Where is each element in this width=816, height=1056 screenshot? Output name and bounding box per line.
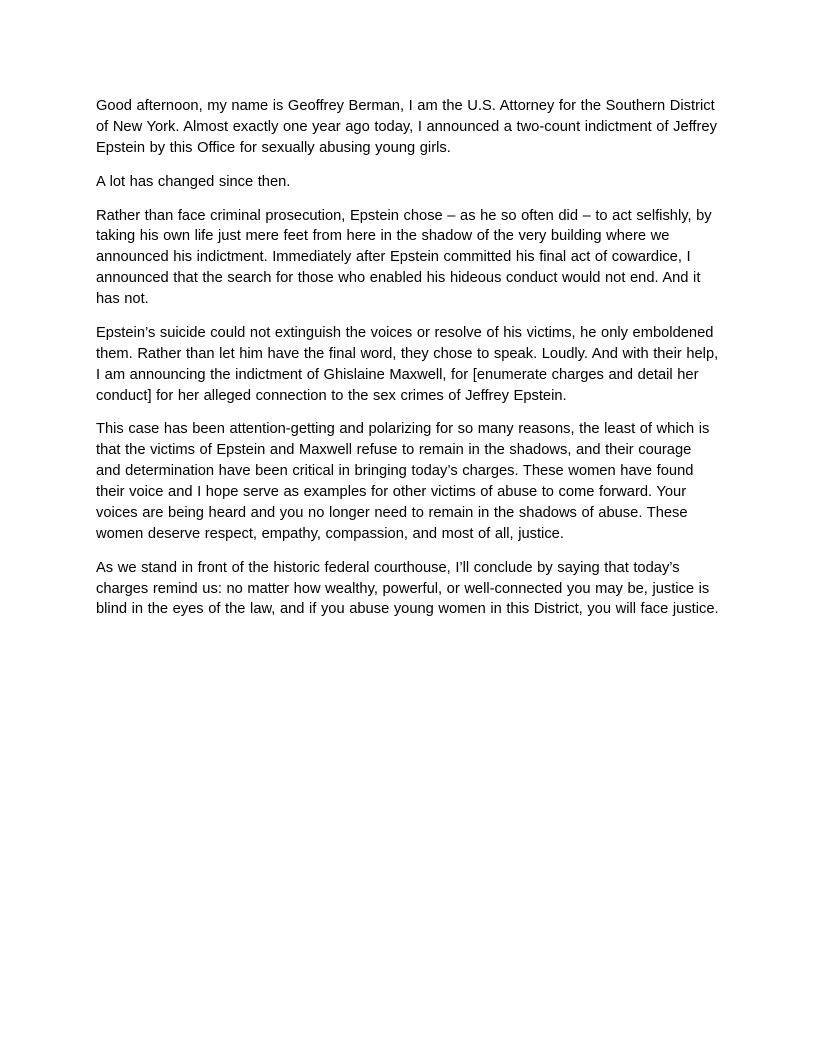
document-text-body	[96, 96, 720, 633]
paragraph-change: A lot has changed since then.	[96, 173, 291, 190]
paragraph-epstein-suicide: Rather than face criminal prosecution, Epstein chose – as he so often did – to act selfishly, by taking his own life just mere feet from here in the shadow of the very building where we announced his indictment. Immediately after Epstein committed his final act of cowardice, I announced that the search for those who enabled his hideous conduct would not end. And it has not.	[96, 207, 712, 307]
paragraph-maxwell-indictment: Epstein’s suicide could not extinguish the voices or resolve of his victims, he only emboldened them. Rather than let him have the final word, they chose to speak. Loudly. And with their help, I am announcing the indictment of Ghislaine Maxwell, for [enumerate charges and detail her conduct] for her alleged connection to the sex crimes of Jeffrey Epstein.	[96, 324, 719, 404]
paragraph-conclusion: As we stand in front of the historic federal courthouse, I’ll conclude by saying that today’s charges remind us: no matter how wealthy, powerful, or well-connected you may be, justice is blind in the eyes of the law, and if you abuse young women in this District, you will face justice.	[96, 559, 719, 618]
paragraph-victims-courage: This case has been attention-getting and polarizing for so many reasons, the least of which is that the victims of Epstein and Maxwell refuse to remain in the shadows, and their courage and determination have been critical in bringing today’s charges. These women have found their voice and I hope serve as examples for other victims of abuse to come forward. Your voices are being heard and you no longer need to remain in the shadows of abuse. These women deserve respect, empathy, compassion, and most of all, justice.	[96, 421, 710, 542]
paragraph-intro: Good afternoon, my name is Geoffrey Berman, I am the U.S. Attorney for the Southern District of New York. Almost exactly one year ago today, I announced a two-count indictment of Jeffrey Epstein by this Office for sexually abusing young girls.	[96, 98, 717, 156]
